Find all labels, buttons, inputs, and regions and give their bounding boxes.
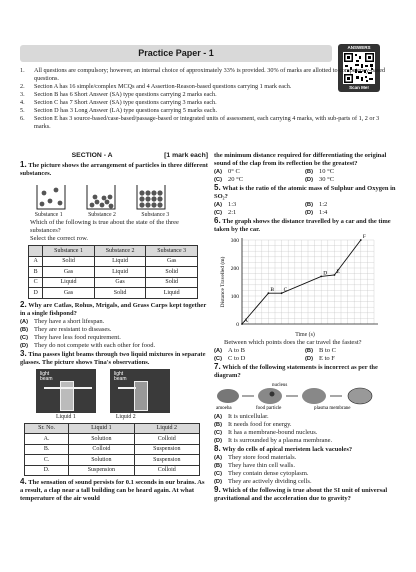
data-point — [241, 323, 243, 325]
question-text: The sensation of sound persists for 0.1 seconds in our brains. As a result, a clap near a tall building can be heard again. At what temperature of the air would — [20, 479, 205, 502]
column-header: Liquid 2 — [134, 423, 199, 434]
table-cell: C — [29, 277, 43, 288]
option-key: (B) — [305, 202, 314, 208]
option-key: (D) — [305, 356, 314, 362]
option-key: (A) — [214, 202, 223, 208]
option-text: C to D — [228, 355, 246, 362]
data-point — [360, 239, 362, 241]
table-cell: Liquid — [94, 267, 146, 278]
section-marks: [1 mark each] — [164, 152, 208, 159]
instruction-text: Section E has 3 source-based/case-based/passage-based or integrated units of assessment, each carrying 4 marks, with sub-parts of 1, 2 or 3 marks. — [34, 115, 380, 130]
option[interactable] — [20, 326, 208, 334]
section-heading — [20, 152, 208, 160]
option-key: (B) — [214, 463, 223, 469]
instruction-number: 4. — [20, 99, 25, 106]
table-cell: A. — [25, 434, 69, 445]
option-text: 30 °C — [319, 176, 335, 183]
option[interactable] — [305, 168, 396, 176]
light-beam-figure — [36, 369, 208, 413]
table-cell: Solid — [43, 256, 95, 267]
table-cell: Solution — [69, 434, 134, 445]
question-number: 7. — [214, 362, 221, 371]
question-ask: Between which points does the car travel the fastest? — [224, 339, 362, 346]
point-label: D — [323, 270, 328, 277]
option-text: They have thin cell walls. — [228, 462, 295, 469]
option-text: They do not compete with each other for food. — [34, 341, 156, 349]
question-8 — [214, 445, 396, 454]
left-column — [20, 152, 208, 503]
question-3 — [20, 350, 208, 367]
option-text: It has a membrane-bound nucleus. — [228, 429, 318, 436]
question-number: 3. — [20, 348, 27, 358]
option[interactable] — [214, 201, 305, 209]
question-9 — [214, 486, 396, 503]
glass-icon — [134, 381, 148, 411]
option-key: (C) — [214, 210, 223, 216]
section-title: SECTION - A — [71, 152, 113, 159]
liquid-2-photo — [110, 369, 170, 413]
options-grid — [214, 201, 396, 217]
option-key: (D) — [214, 438, 223, 444]
option[interactable] — [214, 454, 396, 462]
option-key: (A) — [214, 169, 223, 175]
amoeba-icon — [258, 388, 282, 404]
option[interactable] — [305, 355, 396, 363]
column-header: Substance 1 — [43, 246, 95, 257]
option[interactable] — [214, 209, 305, 217]
table-row — [29, 277, 198, 288]
table-cell: B — [29, 267, 43, 278]
table-cell: Gas — [43, 288, 95, 299]
question-4 — [20, 478, 208, 503]
diagram-label-membrane: plasma membrane — [314, 406, 351, 410]
option[interactable] — [214, 470, 396, 478]
instruction-number: 2. — [20, 83, 25, 90]
y-tick-label: 0 — [236, 322, 239, 328]
instruction-text: Section A has 16 simple/complex MCQs and 4 Assertion-Reason-based questions carrying 1 mark each. — [34, 83, 292, 90]
y-axis-label: Distance Travelled (m) — [220, 256, 226, 308]
table-cell: Suspension — [134, 455, 199, 466]
beaker-icon — [34, 181, 68, 211]
option-key: (D) — [20, 342, 29, 349]
instruction-text: Section C has 7 Short Answer (SA) type questions carrying 3 marks each. — [34, 99, 217, 106]
option-text: 2:1 — [228, 209, 237, 216]
column-header: Substance 3 — [146, 246, 198, 257]
data-point — [268, 292, 270, 294]
y-tick-label: 100 — [230, 294, 239, 300]
question-text: Why are Catlas, Rohus, Mrigals, and Grass Carps kept together in a single fishpond? — [20, 301, 207, 317]
data-point — [281, 292, 283, 294]
table-cell: Solid — [94, 288, 146, 299]
substance-labels — [22, 211, 182, 219]
diagram-label-nucleus: nucleus — [272, 383, 288, 388]
table-row — [25, 444, 200, 455]
option-key: (B) — [305, 169, 314, 175]
point-label: C — [283, 287, 288, 294]
instruction-number: 3. — [20, 91, 25, 98]
option[interactable] — [305, 347, 396, 355]
y-tick-label: 200 — [230, 266, 239, 272]
table-header-row — [29, 246, 198, 257]
table-cell: C. — [25, 455, 69, 466]
option-key: (A) — [214, 455, 223, 461]
liquid-label: Liquid 2 — [115, 413, 136, 420]
option-text: They are actively dividing cells. — [228, 478, 312, 485]
instructions — [20, 67, 390, 131]
option[interactable] — [214, 413, 396, 421]
instruction-text: Section D has 3 Long Answer (LA) type questions carrying 5 marks each. — [34, 107, 218, 114]
distance-time-chart — [214, 234, 384, 332]
point-label: F — [362, 234, 366, 240]
substances-figure — [26, 181, 176, 211]
option-text: E to F — [319, 355, 335, 362]
column-header: Liquid 1 — [69, 423, 134, 434]
option-key: (D) — [305, 177, 314, 183]
substance-label: Substance 2 — [88, 212, 116, 218]
option[interactable] — [214, 421, 396, 429]
instruction-text: All questions are compulsory; however, an internal choice of approximately 33% is provided. 30% of marks are allotted to competency-based questions. — [34, 67, 386, 82]
option-key: (C) — [214, 471, 223, 477]
option-text: 1:4 — [319, 209, 328, 216]
option[interactable] — [214, 347, 305, 355]
option-text: 10 °C — [319, 168, 335, 175]
option-text: 1:3 — [228, 201, 237, 208]
liquid-labels — [56, 413, 208, 421]
instruction-text: Section B has 6 Short Answer (SA) type questions carrying 2 marks each. — [34, 91, 217, 98]
glass-icon — [60, 381, 74, 411]
table-cell: Colloid — [134, 465, 199, 476]
option-text: It is surrounded by a plasma membrane. — [228, 437, 333, 444]
option[interactable] — [214, 355, 305, 363]
question-number: 9. — [214, 485, 221, 494]
substance-label: Substance 3 — [141, 212, 170, 218]
substance-label: Substance 1 — [34, 212, 63, 218]
table-row — [25, 455, 200, 466]
table-row — [25, 434, 200, 445]
option-key: (C) — [214, 177, 223, 183]
option-text: B to C — [319, 347, 336, 354]
nucleus-icon — [270, 392, 275, 397]
instruction-number: 6. — [20, 115, 25, 122]
light-beam — [44, 387, 92, 389]
option-key: (C) — [214, 430, 223, 436]
option[interactable] — [214, 462, 396, 470]
question-text: Which of the following is true about the SI unit of universal gravitational and the acceleration due to gravity? — [214, 487, 388, 502]
option[interactable] — [20, 342, 208, 350]
option-text: They have a short lifespan. — [34, 317, 105, 325]
diagram-label-food: food particle — [256, 406, 282, 410]
table-cell: Suspension — [134, 444, 199, 455]
option-key: (C) — [20, 334, 29, 341]
question-number: 5. — [214, 183, 221, 192]
column-header: Sr. No. — [25, 423, 69, 434]
table-cell: B. — [25, 444, 69, 455]
option[interactable] — [20, 334, 208, 342]
beaker-icon — [84, 181, 118, 211]
point-label: B — [270, 287, 275, 294]
liquids-table — [24, 423, 200, 477]
table-cell: Solid — [146, 267, 198, 278]
option-key: (A) — [20, 318, 29, 325]
table-cell: Colloid — [134, 434, 199, 445]
table-cell: Solid — [146, 277, 198, 288]
question-7 — [214, 363, 396, 380]
table-cell: A — [29, 256, 43, 267]
question-2 — [20, 301, 208, 318]
table-header-row — [25, 423, 200, 434]
table-cell: Solution — [69, 455, 134, 466]
question-number: 2. — [20, 299, 27, 309]
liquid-1-photo — [36, 369, 96, 413]
option[interactable] — [214, 478, 396, 486]
table-row — [25, 465, 200, 476]
states-table — [28, 245, 198, 299]
amoeba-icon — [217, 389, 239, 403]
option[interactable] — [214, 429, 396, 437]
beam-label: light beam — [40, 370, 53, 382]
table-row — [29, 288, 198, 299]
table-cell: D — [29, 288, 43, 299]
option[interactable] — [20, 318, 208, 326]
liquid-label: Liquid 1 — [56, 413, 76, 420]
question-5 — [214, 184, 396, 201]
table-cell: Gas — [43, 267, 95, 278]
option[interactable] — [214, 437, 396, 445]
table-cell: Colloid — [69, 444, 134, 455]
table-cell: Liquid — [146, 288, 198, 299]
question-ask: Which of the following is true about the state of the three substances? — [30, 219, 179, 234]
option-text: They have less food requirement. — [34, 333, 121, 341]
column-header — [29, 246, 43, 257]
amoeba-icon — [348, 388, 372, 404]
question-number: 6. — [214, 216, 221, 225]
option-key: (D) — [214, 479, 223, 485]
y-tick-labels — [231, 238, 240, 328]
question-text: What is the ratio of the atomic mass of Sulphur and Oxygen in SO₂? — [214, 185, 396, 200]
data-point — [320, 276, 322, 278]
beam-label: light beam — [114, 370, 127, 382]
table-cell: Gas — [94, 277, 146, 288]
option-text: 1:2 — [319, 201, 328, 208]
point-label: A — [244, 318, 248, 324]
column-header: Substance 2 — [94, 246, 146, 257]
option-text: 0° C — [228, 168, 240, 175]
option[interactable] — [214, 176, 305, 184]
option-text: It needs food for energy. — [228, 421, 292, 428]
option-key: (A) — [214, 414, 223, 420]
option[interactable] — [305, 176, 396, 184]
question-number: 4. — [20, 477, 27, 486]
option-text: They store food materials. — [228, 454, 297, 461]
data-point — [334, 274, 336, 276]
question-text: The picture shows the arrangement of particles in three different substances. — [20, 162, 208, 177]
option-key: (C) — [214, 356, 223, 362]
table-cell: Liquid — [43, 277, 95, 288]
right-column — [214, 152, 396, 503]
table-cell: Gas — [146, 256, 198, 267]
question-number: 1. — [20, 160, 27, 169]
option-key: (A) — [214, 348, 223, 354]
qr-bottom-label: Scan Me! — [349, 85, 369, 90]
question-instruction: Select the correct row. — [30, 235, 89, 242]
table-cell: Suspension — [69, 465, 134, 476]
paper-title: Practice Paper - 1 — [20, 45, 332, 62]
option-text: It is unicellular. — [228, 413, 269, 420]
option-text: They are resistant to diseases. — [34, 325, 112, 333]
beaker-icon — [134, 181, 168, 211]
question-1 — [20, 161, 208, 178]
question-text: Tina passes light beams through two liquid mixtures in separate glasses. The picture shows Tina's observations. — [20, 350, 206, 366]
x-axis-label: Time (s) — [295, 332, 315, 338]
question-number: 8. — [214, 444, 221, 453]
option-key: (B) — [305, 348, 314, 354]
instruction-number: 5. — [20, 107, 25, 114]
instruction-number: 1. — [20, 67, 25, 74]
table-row — [29, 256, 198, 267]
option[interactable] — [214, 168, 305, 176]
diagram-label-amoeba: amoeba — [216, 406, 232, 410]
light-beam — [118, 387, 136, 389]
amoeba-diagram — [214, 380, 394, 410]
question-text: Why do cells of apical meristem lack vacuoles? — [222, 446, 353, 453]
option-text: They contain dense cytoplasm. — [228, 470, 309, 477]
table-cell: D. — [25, 465, 69, 476]
y-tick-label: 300 — [230, 238, 239, 244]
option-text: A to B — [228, 347, 245, 354]
option-key: (D) — [305, 210, 314, 216]
question-text: the minimum distance required for differentiating the original sound of the clap from its reflection be the greatest? — [214, 152, 387, 167]
options-grid — [214, 347, 396, 363]
option-key: (B) — [20, 326, 29, 333]
option-key: (B) — [214, 422, 223, 428]
options-grid — [214, 168, 396, 184]
table-cell: Liquid — [94, 256, 146, 267]
question-6 — [214, 217, 396, 234]
option[interactable] — [305, 209, 396, 217]
amoeba-icon — [302, 388, 326, 404]
qr-top-label: ANSWERS — [347, 45, 371, 50]
option[interactable] — [305, 201, 396, 209]
question-text: Which of the following statements is incorrect as per the diagram? — [214, 364, 378, 379]
question-4-continued — [214, 152, 396, 168]
table-row — [29, 267, 198, 278]
question-text: The graph shows the distance travelled by a car and the time taken by the car. — [214, 218, 391, 233]
option-text: 20 °C — [228, 176, 244, 183]
point-label: E — [336, 269, 340, 275]
